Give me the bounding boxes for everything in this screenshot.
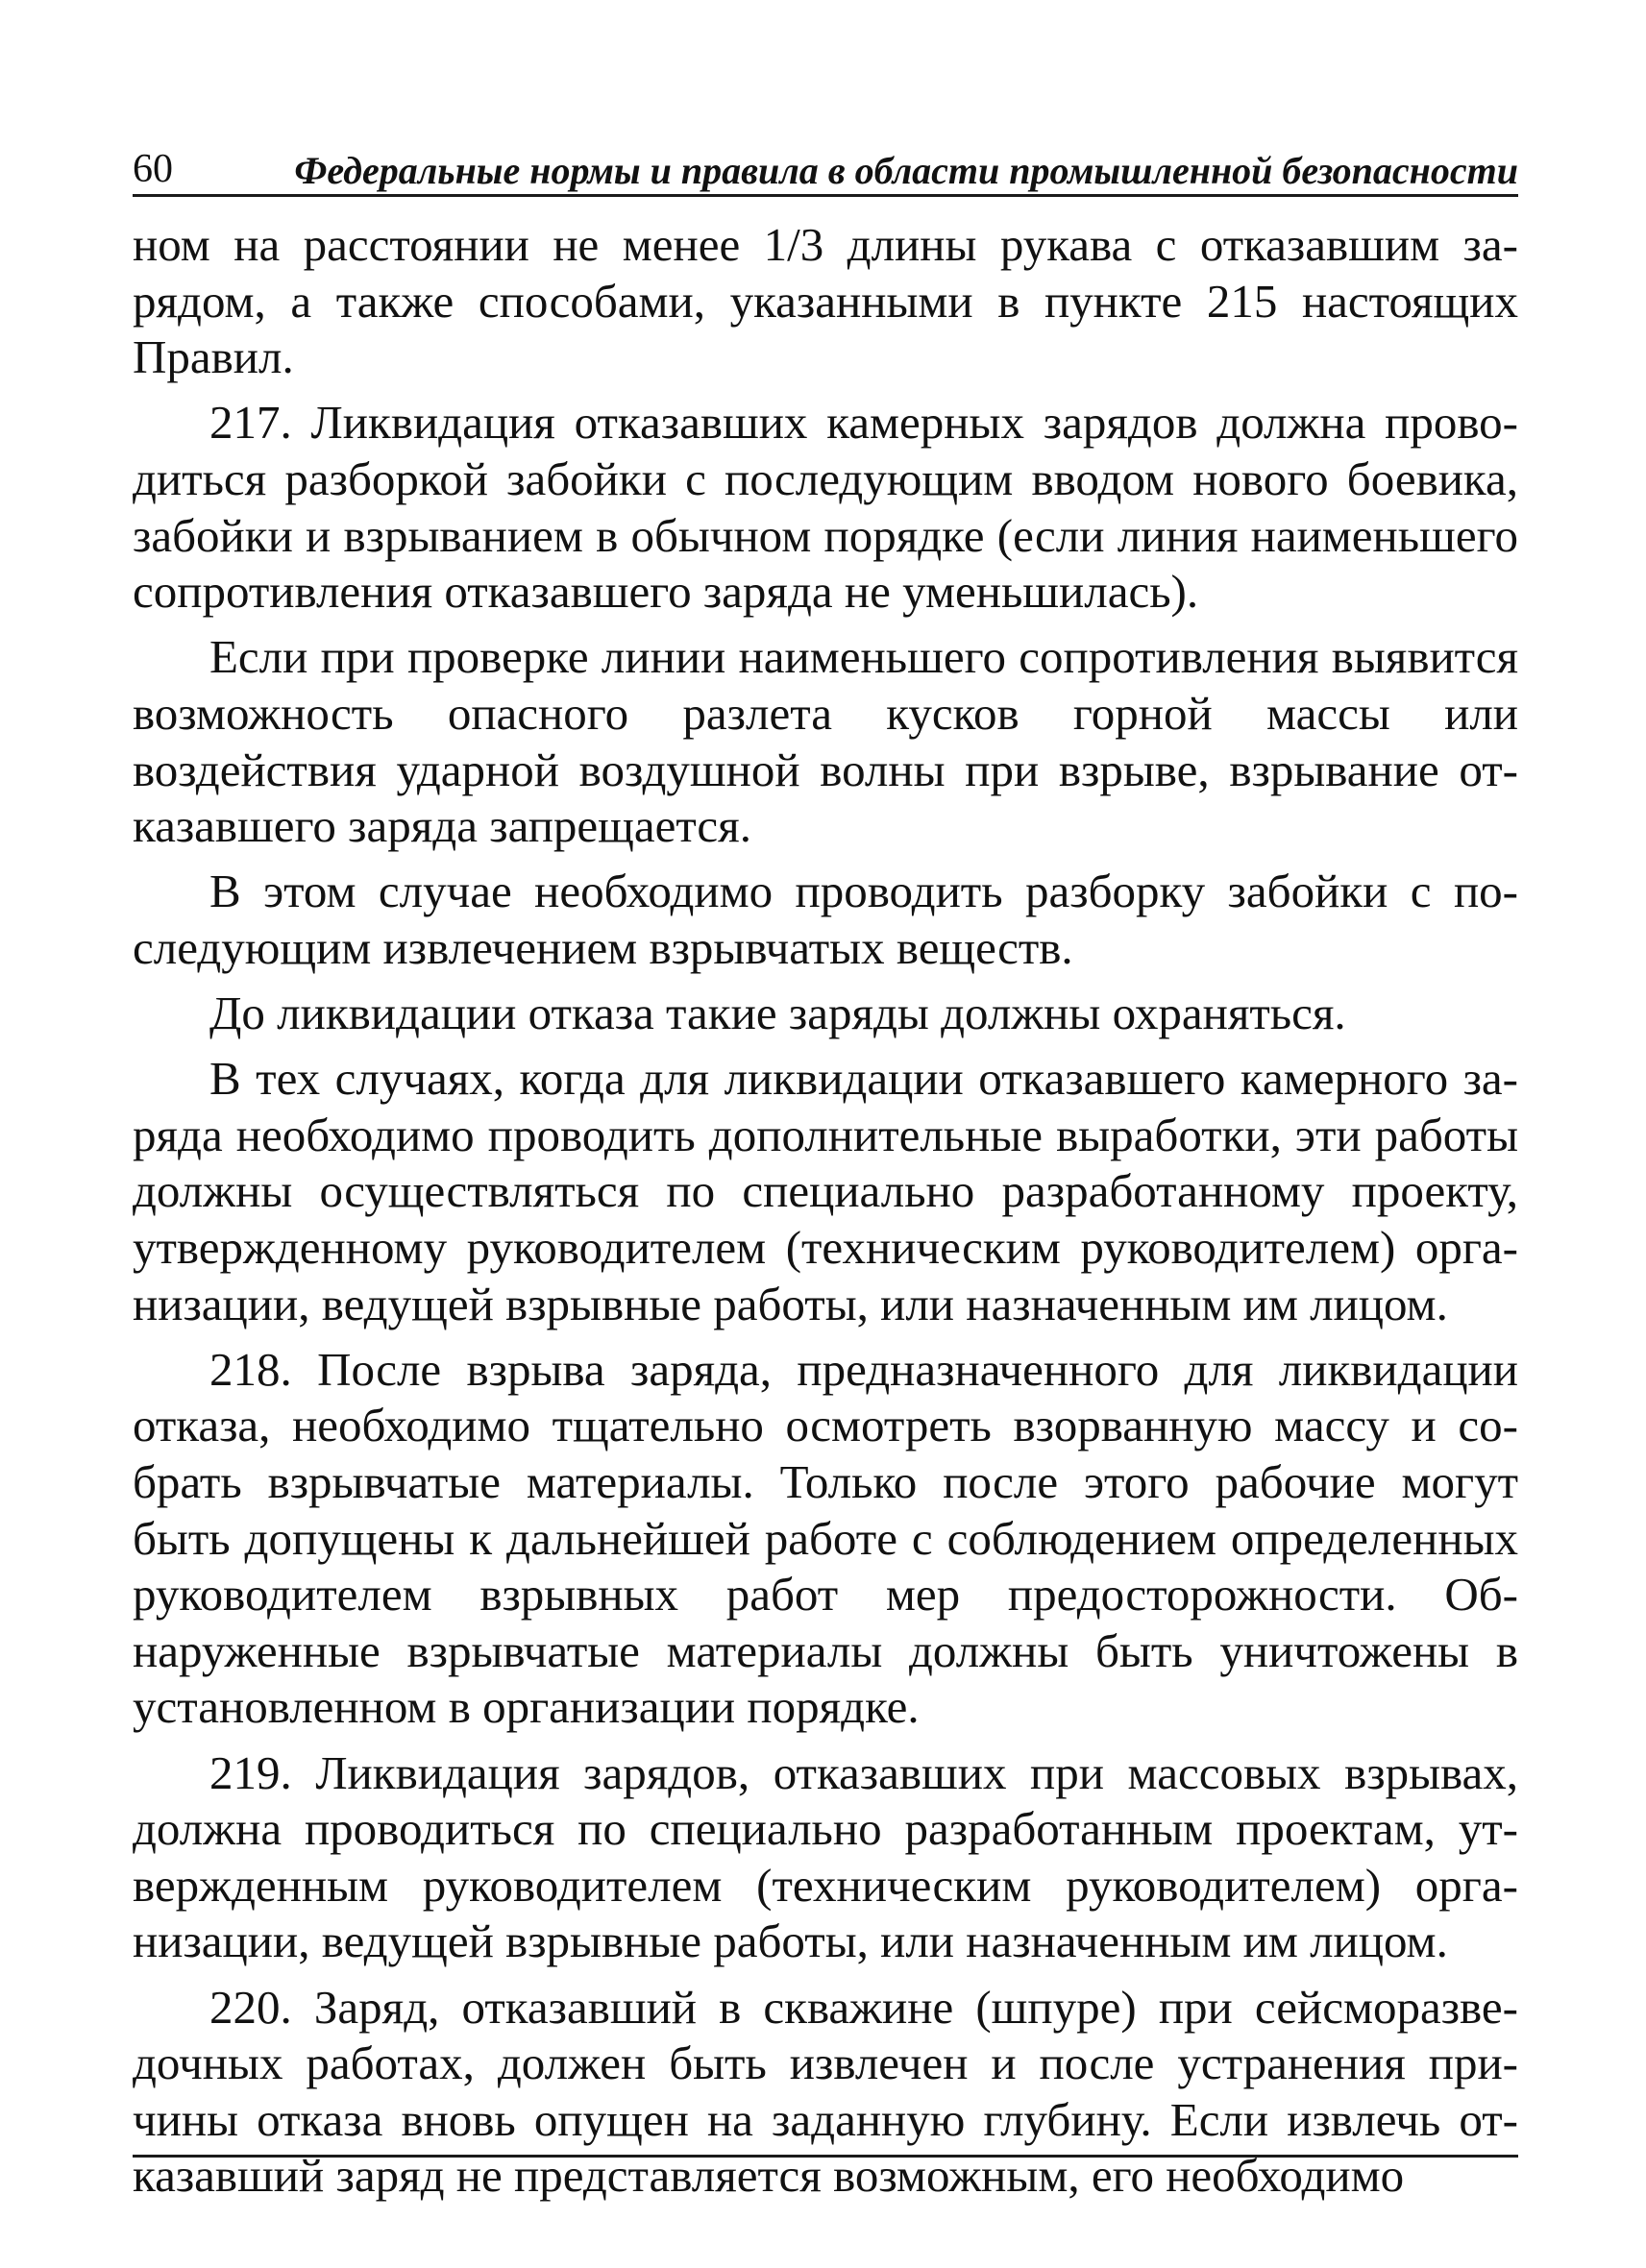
paragraph-218: 218. После взрыва заряда, предназначенного для ликвидации отказа, необходимо тщательно осмотреть взорванную массу и собрать взрывчатые материалы. Только после этого рабочие могут быть допущены к дальнейшей работе с соблюдением определенных руководителем взрывных работ мер предосторожности. Обнаруженные взрывчатые материалы должны быть уничтожены в установленном в организации порядке.	[133, 1342, 1518, 1734]
page-number: 60	[133, 147, 173, 191]
paragraph-continuation: ном на расстоянии не менее 1/3 длины рукава с отказавшим зарядом, а также способами, указанными в пункте 215 настоящих Правил.	[133, 218, 1518, 384]
paragraph-217-removal: В этом случае необходимо проводить разборку забойки с последующим извлечением взрывчатых веществ.	[133, 865, 1518, 974]
running-title: Федеральные нормы и правила в области промышленной безопасности	[294, 149, 1518, 192]
page-header	[133, 144, 1518, 197]
paragraph-219: 219. Ликвидация зарядов, отказавших при массовых взрывах, должна проводиться по специально разработанным проектам, утвержденным руководителем (техническим руководителем) организации, ведущей взрывные работы, или назначенным им лицом.	[133, 1745, 1518, 1968]
paragraph-217-check: Если при проверке линии наименьшего сопротивления выявится возможность опасного разлета кусков горной массы или воздействия ударной воздушной волны при взрыве, взрывание отказавшего заряда запрещается.	[133, 630, 1518, 853]
paragraph-217: 217. Ликвидация отказавших камерных зарядов должна проводиться разборкой забойки с последующим вводом нового боевика, забойки и взрыванием в обычном порядке (если линия наименьшего сопротивления отказавшего заряда не уменьшилась).	[133, 396, 1518, 619]
paragraph-217-guard: До ликвидации отказа такие заряды должны охраняться.	[209, 987, 1346, 1040]
paragraph-220: 220. Заряд, отказавший в скважине (шпуре) при сейсморазведочных работах, должен быть извлечен и после устранения причины отказа вновь опущен на заданную глубину. Если извлечь отказавший заряд не представляется возможным, его необходимо	[133, 1980, 1518, 2203]
paragraph-217-workings: В тех случаях, когда для ликвидации отказавшего камерного заряда необходимо проводить дополнительные выработки, эти работы должны осуществляться по специально разработанному проекту, утвержденному руководителем (техническим руководителем) организации, ведущей взрывные работы, или назначенным им лицом.	[133, 1052, 1518, 1330]
body-text	[133, 217, 1518, 2203]
footer-rule	[133, 2155, 1518, 2158]
